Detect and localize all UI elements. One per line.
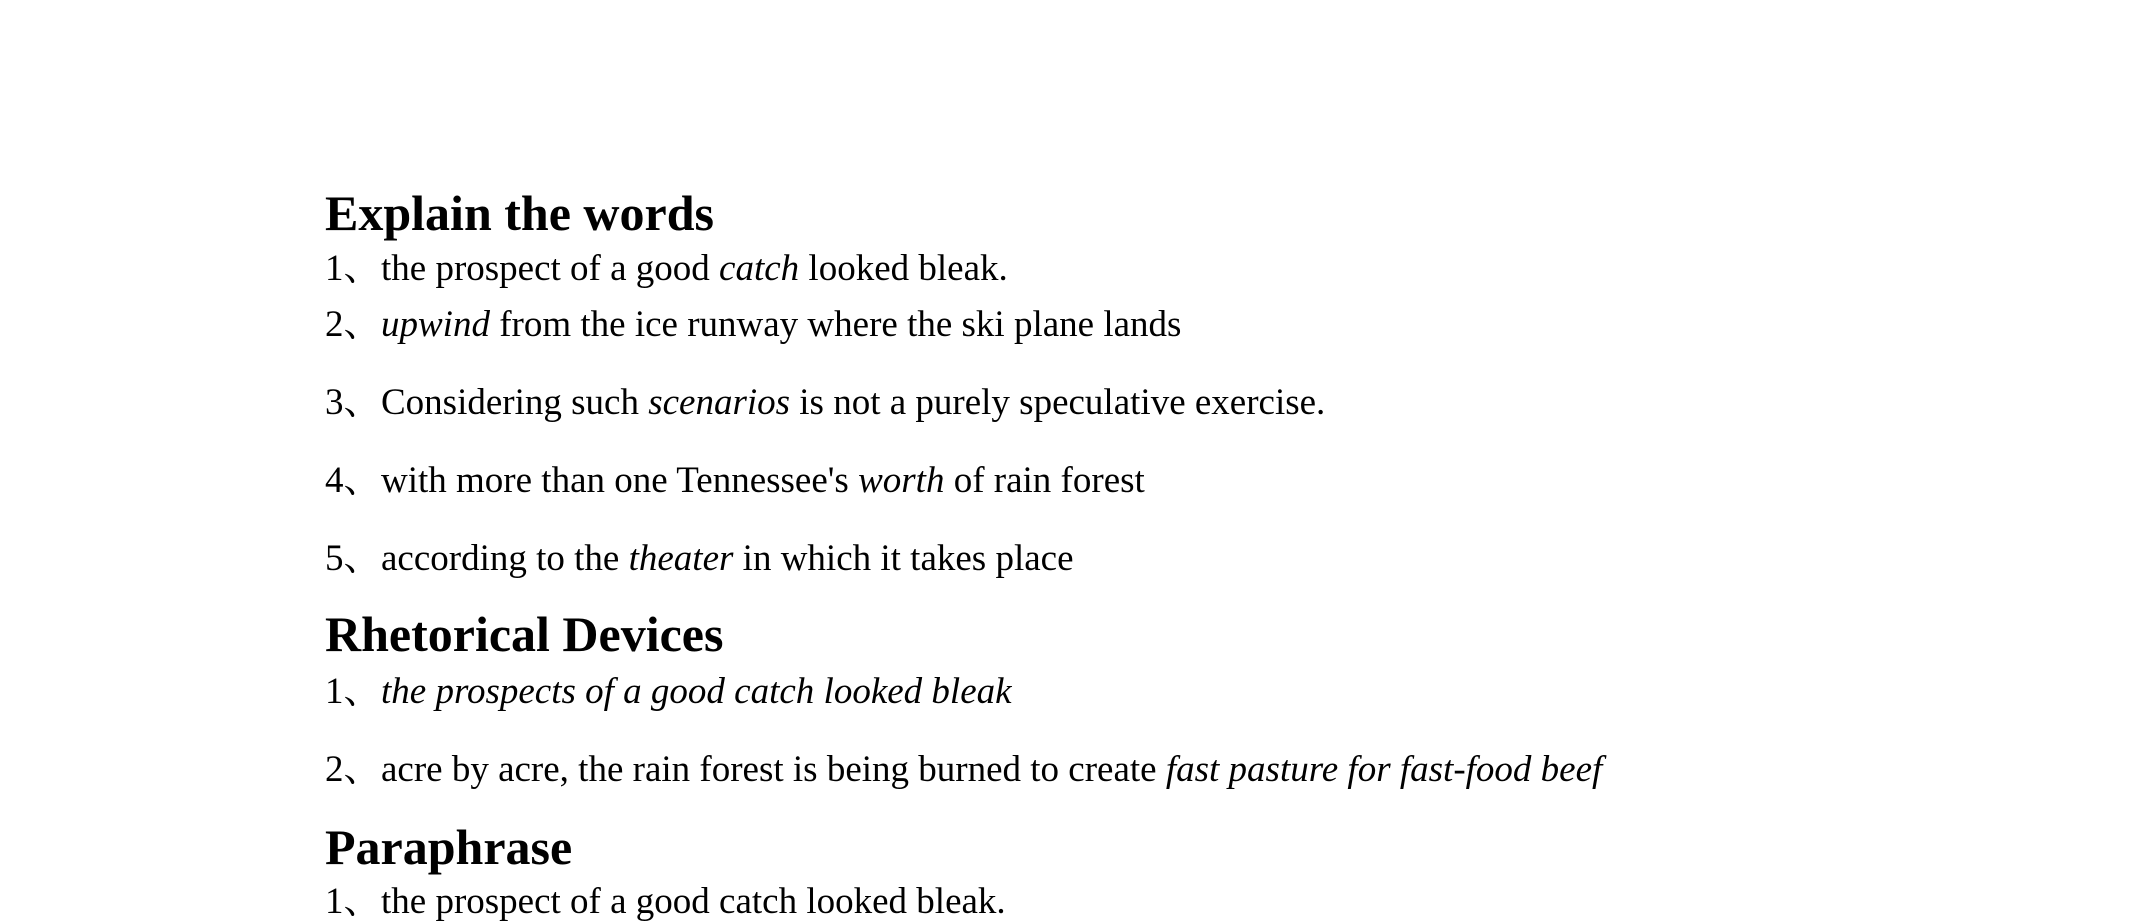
- item-number: 1、: [325, 248, 381, 289]
- item-emphasis: catch: [719, 248, 800, 289]
- item-text: according to the: [381, 538, 629, 579]
- item-number: 2、: [325, 304, 381, 345]
- item-text: Considering such: [381, 382, 649, 423]
- item-number: 1、: [325, 671, 381, 712]
- item-emphasis: fast pasture for fast-food beef: [1165, 749, 1603, 790]
- item-emphasis: worth: [858, 460, 945, 501]
- document-page: [325, 0, 2125, 922]
- section-heading-paraphrase: Paraphrase: [325, 819, 573, 875]
- list-item: [325, 751, 1602, 788]
- section-heading-explain-the-words: Explain the words: [325, 185, 714, 241]
- section-heading-rhetorical-devices: Rhetorical Devices: [325, 606, 724, 662]
- item-text-end: of rain forest: [944, 460, 1145, 501]
- list-item: [325, 306, 1181, 343]
- item-emphasis: scenarios: [648, 382, 791, 423]
- item-number: 3、: [325, 382, 381, 423]
- item-text: the prospect of a good: [381, 248, 720, 289]
- item-emphasis: the prospects of a good catch looked bleak: [381, 671, 1012, 712]
- item-text-end: from the ice runway where the ski plane lands: [489, 304, 1182, 345]
- item-text: with more than one Tennessee's: [381, 460, 859, 501]
- item-number: 1、: [325, 881, 381, 922]
- item-emphasis: theater: [628, 538, 734, 579]
- item-emphasis: upwind: [381, 304, 490, 345]
- list-item: [325, 673, 1012, 710]
- item-number: 4、: [325, 460, 381, 501]
- item-text-end: in which it takes place: [733, 538, 1074, 579]
- list-item: [325, 462, 1145, 499]
- item-text: acre by acre, the rain forest is being burned to create: [381, 749, 1166, 790]
- list-item: [325, 540, 1074, 577]
- item-number: 2、: [325, 749, 381, 790]
- item-text: the prospect of a good catch looked bleak.: [381, 881, 1006, 922]
- list-item: [325, 384, 1325, 421]
- list-item: [325, 250, 1008, 287]
- list-item: [325, 883, 1006, 920]
- item-number: 5、: [325, 538, 381, 579]
- item-text-end: is not a purely speculative exercise.: [790, 382, 1326, 423]
- item-text-end: looked bleak.: [799, 248, 1008, 289]
